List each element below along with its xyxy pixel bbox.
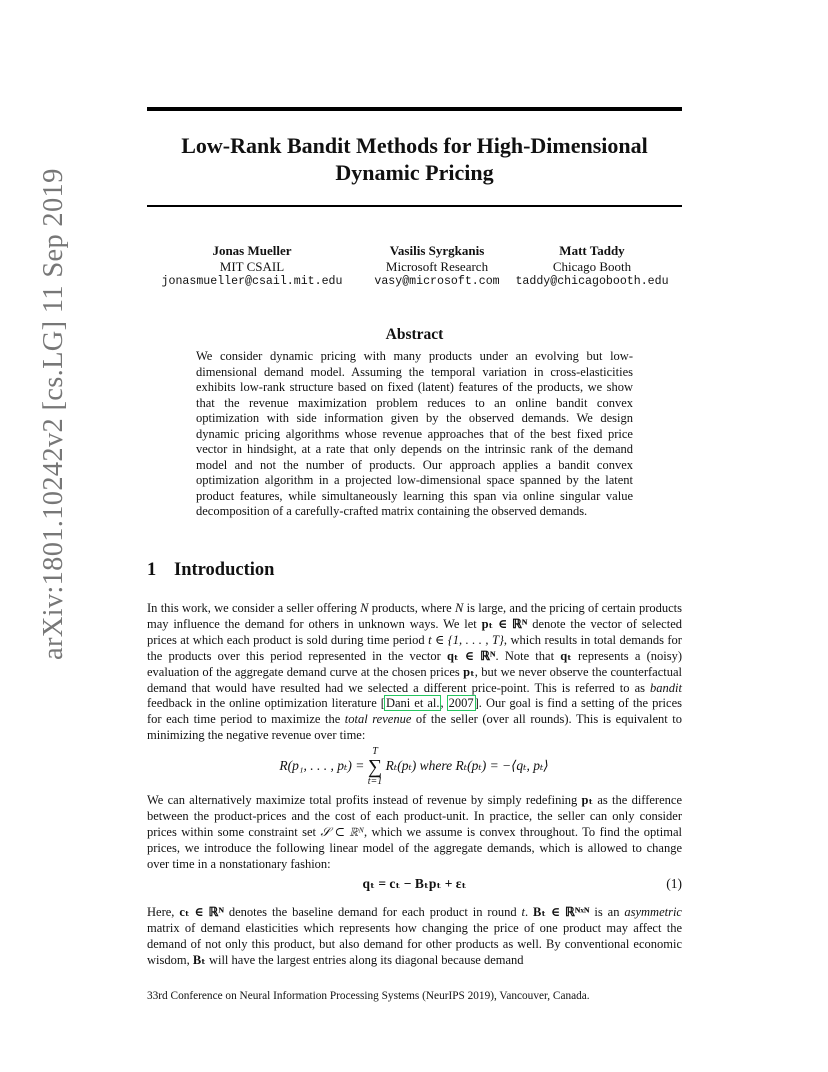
intro-paragraph-2 — [147, 793, 682, 873]
sum-lower: t=1 — [367, 776, 383, 787]
text-run: of the seller (over all rounds). This is equivalent to minimizing the negative revenue over time: — [147, 712, 682, 743]
text-run: , — [440, 696, 448, 711]
abstract-heading: Abstract — [385, 326, 444, 343]
author-3 — [502, 243, 682, 290]
title-rule-top — [147, 107, 682, 111]
author-email[interactable]: vasy@microsoft.com — [374, 275, 500, 288]
text-run: In this work, we consider a seller offering — [147, 601, 361, 615]
math-inline: qₜ ∈ ℝᴺ — [446, 648, 496, 663]
text-run: is an — [589, 905, 625, 919]
text-run: is large, and the pricing of certain products may influence the demand for others in unknown ways. We let — [147, 601, 683, 631]
math-inline: t ∈ {1, . . . , T} — [428, 632, 504, 647]
math-inline: pₜ — [581, 793, 594, 807]
math-inline: qₜ — [560, 648, 572, 663]
text-run: . — [524, 905, 533, 919]
text-run: asymmetric — [624, 905, 682, 919]
text-run: . Note that — [495, 648, 561, 663]
text-run: , which results in total demands for the products over this period represented in the vector — [147, 632, 682, 663]
text-run: We can alternatively maximize total profits instead of revenue by simply redefining — [147, 793, 582, 807]
text-run: feedback in the online optimization literature [ — [147, 696, 385, 711]
equation-lhs: R(p₁, . . . , pₜ) = — [279, 758, 368, 774]
author-2 — [362, 243, 512, 290]
math-inline: cₜ ∈ ℝᴺ — [179, 905, 224, 919]
text-run: as the difference between the product-prices and the cost of each product-unit. In practice, the seller can only consider prices within some constraint set — [147, 793, 682, 839]
text-run: total revenue — [344, 712, 412, 727]
author-affiliation: Microsoft Research — [385, 258, 489, 274]
author-affiliation: Chicago Booth — [552, 258, 632, 274]
abstract-text: We consider dynamic pricing with many products under an evolving but low-dimensional demand model. Assuming the temporal variation in cross-elasticities exhibits low-rank structure based on fixed (latent) features of the products, we show that the revenue maximization problem reduces to an online bandit convex optimization with side information given by the observed demands. We design dynamic pricing algorithms whose revenue approaches that of the best fixed price vector in hindsight, at a rate that only depends on the intrinsic rank of the demand model and not the number of products. Our approach applies a bandit convex optimization algorithm in a projected low-dimensional space spanned by the latent product features, while simultaneously learning this span via online singular value decomposition of a carefully-crafted matrix containing the observed demands. — [196, 349, 633, 518]
author-name: Jonas Mueller — [212, 243, 292, 258]
text-run: matrix of demand elasticities which represents how changing the price of one product may affect the demand of not only this product, but also demand for other products as well. By conventional economic wisdom, — [147, 920, 682, 967]
text-run: products, where — [368, 601, 456, 615]
equation-revenue — [0, 747, 828, 787]
author-email[interactable]: jonasmueller@csail.mit.edu — [161, 275, 343, 288]
text-run: , but we never observe the counterfactual demand that would have resulted had we selected a different price-point. This is referred to as — [147, 664, 682, 695]
author-email[interactable]: taddy@chicagobooth.edu — [515, 275, 669, 288]
text-run: Here, — [147, 905, 180, 919]
intro-paragraph-1 — [147, 601, 682, 744]
math-inline: pₜ ∈ ℝᴺ — [481, 616, 528, 631]
title-rule-bottom — [147, 205, 682, 207]
text-run: will have the largest entries along its diagonal because demand — [205, 952, 524, 967]
conference-footnote: 33rd Conference on Neural Information Processing Systems (NeurIPS 2019), Vancouver, Canada. — [147, 990, 590, 1002]
intro-paragraph-3 — [147, 905, 682, 969]
text-run: denotes the baseline demand for each product in round — [223, 905, 522, 919]
sigma-symbol: ∑ — [367, 756, 383, 778]
sum-upper: T — [372, 746, 378, 757]
citation-link[interactable]: 2007 — [448, 696, 474, 711]
author-name: Matt Taddy — [559, 243, 625, 258]
sum-operator — [368, 747, 383, 787]
math-inline: Bₜ ∈ ℝᴺˣᴺ — [533, 905, 590, 919]
text-run: ]. Our goal is find a setting of the prices for each time period to maximize the — [147, 696, 682, 727]
equation-body: qₜ = cₜ − Bₜpₜ + εₜ — [362, 876, 467, 891]
section-number: 1 — [147, 560, 157, 580]
text-run: represents a (noisy) evaluation of the aggregate demand curve at the chosen prices — [147, 648, 682, 679]
text-run: bandit — [650, 680, 682, 695]
text-run: , which we assume is convex throughout. To find the optimal prices, we introduce the following linear model of the aggregate demands, which is allowed to change over time in a nonstationary fashion: — [147, 824, 682, 871]
math-inline: 𝒮 ⊂ ℝᴺ — [320, 824, 365, 839]
text-run: denote the vector of selected prices at which each product is sold during time period — [147, 616, 682, 647]
math-inline: pₜ — [463, 664, 475, 679]
math-inline: N — [455, 601, 464, 615]
paper-title — [147, 132, 682, 186]
title-line-2: Dynamic Pricing — [335, 160, 494, 185]
math-inline: N — [360, 601, 369, 615]
citation-link[interactable]: Dani et al. — [385, 696, 440, 711]
equation-number: (1) — [666, 876, 682, 891]
author-affiliation: MIT CSAIL — [219, 258, 285, 274]
title-line-1: Low-Rank Bandit Methods for High-Dimensional — [181, 133, 648, 158]
arxiv-sidebar-stamp: arXiv:1801.10242v2 [cs.LG] 11 Sep 2019 — [38, 168, 69, 660]
author-name: Vasilis Syrgkanis — [389, 243, 485, 258]
section-heading — [147, 560, 274, 581]
section-title: Introduction — [174, 560, 275, 580]
math-inline: Bₜ — [192, 952, 206, 967]
math-inline: t — [521, 905, 525, 919]
equation-rhs: Rₜ(pₜ) where Rₜ(pₜ) = −⟨qₜ, pₜ⟩ — [385, 758, 549, 774]
author-1 — [147, 243, 357, 290]
